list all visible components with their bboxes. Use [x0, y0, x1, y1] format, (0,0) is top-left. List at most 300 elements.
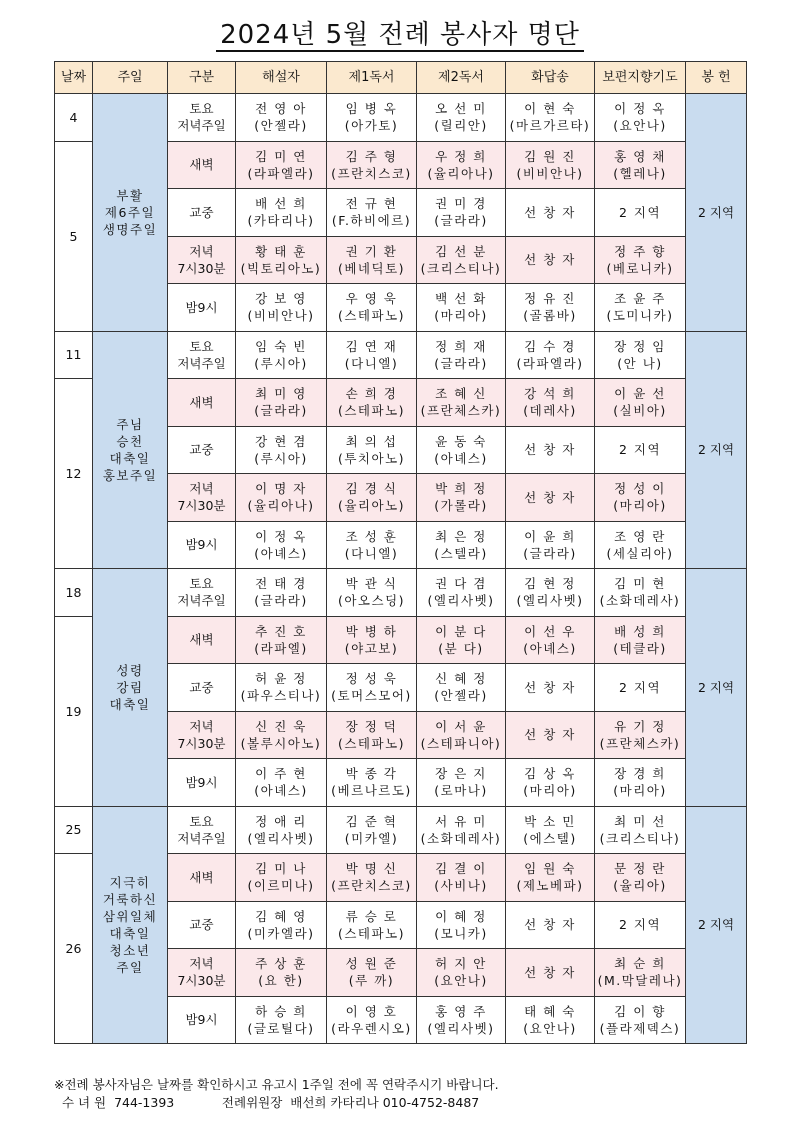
date-cell: 12 — [55, 379, 93, 569]
mass-time-cell — [168, 474, 236, 522]
volunteer-name: 선 창 자 — [524, 204, 576, 220]
volunteer-name: 최 미 선 — [614, 813, 666, 829]
reading1-cell — [327, 141, 417, 189]
baptismal-name: (크리스티나) — [420, 260, 502, 276]
reading2-cell — [417, 426, 506, 474]
volunteer-name: 2 지역 — [618, 442, 662, 458]
reading2-cell — [417, 236, 506, 284]
mass-time-line: 저녁주일 — [177, 118, 226, 134]
date-cell: 18 — [55, 569, 93, 617]
baptismal-name: (요안나) — [434, 973, 488, 989]
commentator-cell — [236, 949, 327, 997]
commentator-cell — [236, 141, 327, 189]
baptismal-name: (테클라) — [613, 640, 667, 656]
psalm-cell — [506, 379, 595, 427]
volunteer-name: 김 결 이 — [435, 861, 487, 877]
baptismal-name: (베로니카) — [606, 260, 674, 276]
volunteer-name: 정 성 욱 — [345, 671, 398, 687]
date-cell: 5 — [55, 141, 93, 331]
mass-time-cell — [168, 426, 236, 474]
sunday-name-line: 대축일 — [109, 450, 151, 466]
baptismal-name: (헬레나) — [613, 165, 667, 181]
prayers-cell — [595, 569, 686, 617]
baptismal-name: (율리아노) — [337, 498, 406, 514]
baptismal-name: (골롬바) — [523, 308, 577, 324]
baptismal-name: (파우스티나) — [240, 688, 322, 704]
volunteer-name: 강 보 영 — [255, 291, 307, 307]
baptismal-name: (엘리사벳) — [427, 1020, 495, 1036]
baptismal-name: (스테파노) — [337, 925, 406, 941]
commentator-cell — [236, 236, 327, 284]
psalm-cell — [506, 901, 595, 949]
psalm-cell — [506, 474, 595, 522]
volunteer-name: 김 미 연 — [255, 148, 307, 164]
volunteer-name: 최 미 영 — [255, 386, 307, 402]
volunteer-name: 정 희 재 — [435, 338, 487, 354]
psalm-cell — [506, 949, 595, 997]
volunteer-name: 이 영 호 — [345, 1003, 398, 1019]
baptismal-name: (아녜스) — [434, 450, 488, 466]
baptismal-name: (미카엘) — [344, 830, 399, 846]
commentator-cell — [236, 711, 327, 759]
baptismal-name: (요안나) — [523, 1020, 577, 1036]
volunteer-name: 임 숙 빈 — [255, 338, 307, 354]
commentator-cell — [236, 379, 327, 427]
header-type: 구분 — [168, 62, 236, 94]
baptismal-name: (릴리안) — [434, 118, 488, 134]
baptismal-name: (비비안나) — [247, 308, 315, 324]
mass-time-line: 밤9시 — [185, 537, 218, 553]
volunteer-name: 김 수 경 — [524, 338, 576, 354]
sunday-name-line: 주님 — [116, 416, 144, 432]
baptismal-name: (베네딕토) — [337, 260, 406, 276]
baptismal-name: (제노베파) — [516, 878, 584, 894]
volunteer-name: 류 승 로 — [345, 908, 398, 924]
mass-time-line: 토요 — [189, 101, 214, 117]
psalm-cell — [506, 759, 595, 807]
reading1-cell — [327, 711, 417, 759]
sunday-name-line: 거룩하신 — [102, 891, 158, 907]
header-commentator: 해설자 — [236, 62, 327, 94]
offering-cell: 2 지역 — [686, 94, 747, 332]
mass-time-cell — [168, 616, 236, 664]
volunteer-name: 배 선 희 — [255, 196, 307, 212]
volunteer-name: 최 의 섭 — [345, 433, 398, 449]
date-cell: 4 — [55, 94, 93, 142]
baptismal-name: (아녜스) — [523, 640, 577, 656]
baptismal-name: (마리아) — [523, 783, 577, 799]
mass-time-cell — [168, 141, 236, 189]
reading1-cell — [327, 189, 417, 237]
baptismal-name: (소화데레사) — [420, 830, 502, 846]
mass-time-line: 저녁 — [189, 956, 214, 972]
sunday-name-line: 강림 — [116, 679, 144, 695]
header-offering: 봉 헌 — [686, 62, 747, 94]
reading2-cell — [417, 806, 506, 854]
reading2-cell — [417, 711, 506, 759]
volunteer-name: 2 지역 — [618, 917, 662, 933]
volunteer-name: 우 영 욱 — [345, 291, 398, 307]
baptismal-name: (요안나) — [613, 118, 667, 134]
volunteer-name: 이 정 옥 — [614, 101, 666, 117]
prayers-cell — [595, 189, 686, 237]
baptismal-name: (안 나) — [617, 355, 663, 371]
psalm-cell — [506, 521, 595, 569]
volunteer-name: 장 정 덕 — [345, 718, 398, 734]
table-row — [55, 331, 747, 379]
volunteer-name: 손 희 경 — [345, 386, 398, 402]
baptismal-name: (야고보) — [344, 640, 399, 656]
volunteer-name: 권 다 겸 — [435, 576, 487, 592]
baptismal-name: (가롤라) — [434, 498, 488, 514]
baptismal-name: (아가토) — [344, 118, 399, 134]
mass-time-line: 저녁주일 — [177, 830, 226, 846]
volunteer-name: 임 원 숙 — [524, 861, 576, 877]
reading2-cell — [417, 569, 506, 617]
prayers-cell — [595, 901, 686, 949]
psalm-cell — [506, 426, 595, 474]
baptismal-name: (안젤라) — [434, 688, 488, 704]
commentator-cell — [236, 426, 327, 474]
volunteer-name: 김 현 정 — [524, 576, 576, 592]
volunteer-name: 전 태 경 — [255, 576, 307, 592]
reading1-cell — [327, 901, 417, 949]
table-row — [55, 569, 747, 617]
baptismal-name: (율리아나) — [247, 498, 315, 514]
volunteer-name: 이 서 윤 — [435, 718, 487, 734]
volunteer-name: 오 선 미 — [435, 101, 487, 117]
volunteer-name: 권 기 환 — [345, 243, 398, 259]
psalm-cell — [506, 94, 595, 142]
baptismal-name: (볼루시아노) — [240, 735, 322, 751]
volunteer-name: 윤 동 숙 — [435, 433, 487, 449]
volunteer-name: 박 종 각 — [345, 766, 398, 782]
psalm-cell — [506, 236, 595, 284]
commentator-cell — [236, 854, 327, 902]
sunday-name-line: 부활 — [116, 187, 144, 203]
mass-time-line: 토요 — [189, 813, 214, 829]
baptismal-name: (실비아) — [613, 403, 667, 419]
volunteer-name: 선 창 자 — [524, 727, 576, 743]
volunteer-name: 최 순 희 — [614, 956, 666, 972]
reading1-cell — [327, 569, 417, 617]
sunday-name-cell — [93, 806, 168, 1044]
prayers-cell — [595, 759, 686, 807]
sunday-name-line: 성령 — [116, 662, 144, 678]
psalm-cell — [506, 141, 595, 189]
baptismal-name: (글로틸다) — [247, 1020, 315, 1036]
reading1-cell — [327, 521, 417, 569]
mass-time-cell — [168, 996, 236, 1044]
mass-time-line: 교중 — [189, 204, 214, 220]
volunteer-name: 정 애 리 — [255, 813, 307, 829]
baptismal-name: (프란체스카) — [420, 403, 502, 419]
header-reading2: 제2독서 — [417, 62, 506, 94]
prayers-cell — [595, 806, 686, 854]
baptismal-name: (글라라) — [254, 593, 308, 609]
mass-time-line: 새벽 — [189, 157, 214, 173]
volunteer-name: 이 혜 정 — [435, 908, 487, 924]
volunteer-name: 신 혜 정 — [435, 671, 487, 687]
baptismal-name: (프란체스카) — [599, 735, 681, 751]
volunteer-name: 선 창 자 — [524, 489, 576, 505]
baptismal-name: (라파엘) — [254, 640, 308, 656]
volunteer-name: 신 진 욱 — [255, 718, 307, 734]
reading2-cell — [417, 189, 506, 237]
page-title: 2024년 5월 전례 봉사자 명단 — [0, 14, 800, 51]
volunteer-name: 박 소 민 — [524, 813, 576, 829]
mass-time-line: 밤9시 — [185, 1012, 218, 1028]
reading1-cell — [327, 854, 417, 902]
prayers-cell — [595, 854, 686, 902]
psalm-cell — [506, 996, 595, 1044]
prayers-cell — [595, 284, 686, 332]
volunteer-name: 백 선 화 — [435, 291, 487, 307]
baptismal-name: (루 까) — [348, 973, 395, 989]
volunteer-name: 우 정 희 — [435, 148, 487, 164]
baptismal-name: (라파엘라) — [516, 355, 584, 371]
sunday-name-line: 생명주일 — [102, 221, 158, 237]
volunteer-name: 강 석 희 — [524, 386, 576, 402]
volunteer-name: 임 병 옥 — [345, 101, 398, 117]
mass-time-line: 교중 — [189, 442, 214, 458]
prayers-cell — [595, 949, 686, 997]
baptismal-name: (투치아노) — [337, 450, 406, 466]
commentator-cell — [236, 189, 327, 237]
volunteer-name: 김 연 재 — [345, 338, 398, 354]
volunteer-name: 홍 영 주 — [435, 1003, 487, 1019]
psalm-cell — [506, 854, 595, 902]
offering-cell: 2 지역 — [686, 806, 747, 1044]
mass-time-line: 저녁 — [189, 243, 214, 259]
volunteer-name: 김 준 혁 — [345, 813, 398, 829]
reading1-cell — [327, 664, 417, 712]
volunteer-name: 박 관 식 — [345, 576, 398, 592]
reading2-cell — [417, 521, 506, 569]
volunteer-name: 이 명 자 — [255, 481, 307, 497]
baptismal-name: (루시아) — [254, 355, 308, 371]
baptismal-name: (사비나) — [434, 878, 488, 894]
reading1-cell — [327, 284, 417, 332]
baptismal-name: (빅토리아노) — [240, 260, 322, 276]
baptismal-name: (글라라) — [254, 403, 308, 419]
baptismal-name: (에스텔) — [523, 830, 577, 846]
volunteer-name: 조 혜 신 — [435, 386, 487, 402]
volunteer-name: 선 창 자 — [524, 917, 576, 933]
reading2-cell — [417, 854, 506, 902]
mass-time-cell — [168, 569, 236, 617]
mass-time-cell — [168, 949, 236, 997]
date-cell: 25 — [55, 806, 93, 854]
reading2-cell — [417, 474, 506, 522]
baptismal-name: (글라라) — [434, 355, 488, 371]
volunteer-name: 이 윤 희 — [524, 528, 576, 544]
baptismal-name: (요 한) — [258, 973, 304, 989]
sunday-name-cell — [93, 94, 168, 332]
reading2-cell — [417, 94, 506, 142]
mass-time-cell — [168, 806, 236, 854]
mass-time-line: 7시30분 — [177, 735, 226, 751]
prayers-cell — [595, 616, 686, 664]
baptismal-name: (스텔라) — [434, 545, 488, 561]
baptismal-name: (토머스모어) — [331, 688, 412, 704]
sunday-name-line: 주일 — [116, 959, 144, 975]
baptismal-name: (아녜스) — [254, 545, 308, 561]
sunday-name-line: 청소년 — [109, 942, 151, 958]
commentator-cell — [236, 901, 327, 949]
mass-time-line: 새벽 — [189, 394, 214, 410]
baptismal-name: (플라제덱스) — [599, 1020, 681, 1036]
volunteer-name: 정 유 진 — [524, 291, 576, 307]
footer — [54, 1076, 499, 1112]
prayers-cell — [595, 474, 686, 522]
prayers-cell — [595, 141, 686, 189]
volunteer-name: 김 원 진 — [524, 148, 576, 164]
sunday-name-line: 승천 — [116, 433, 144, 449]
baptismal-name: (마르가르타) — [509, 118, 591, 134]
prayers-cell — [595, 521, 686, 569]
volunteer-name: 이 정 옥 — [255, 528, 307, 544]
baptismal-name: (카타리나) — [247, 213, 315, 229]
commentator-cell — [236, 284, 327, 332]
reading1-cell — [327, 949, 417, 997]
commentator-cell — [236, 996, 327, 1044]
volunteer-name: 선 창 자 — [524, 252, 576, 268]
commentator-cell — [236, 759, 327, 807]
mass-time-line: 교중 — [189, 917, 214, 933]
baptismal-name: (루시아) — [254, 450, 308, 466]
reading1-cell — [327, 759, 417, 807]
table-row — [55, 94, 747, 142]
reading2-cell — [417, 141, 506, 189]
commentator-cell — [236, 331, 327, 379]
mass-time-cell — [168, 901, 236, 949]
mass-time-line: 저녁 — [189, 718, 214, 734]
sunday-name-line: 홍보주일 — [102, 467, 158, 483]
mass-time-cell — [168, 331, 236, 379]
prayers-cell — [595, 426, 686, 474]
volunteer-name: 정 성 이 — [614, 481, 666, 497]
date-cell: 26 — [55, 854, 93, 1044]
baptismal-name: (비비안나) — [516, 165, 584, 181]
baptismal-name: (도미니카) — [606, 308, 674, 324]
roster-table — [54, 61, 747, 1044]
psalm-cell — [506, 189, 595, 237]
date-cell: 19 — [55, 616, 93, 806]
psalm-cell — [506, 711, 595, 759]
baptismal-name: (소화데레사) — [599, 593, 681, 609]
prayers-cell — [595, 331, 686, 379]
sunday-name-line: 삼위일체 — [102, 908, 158, 924]
volunteer-name: 이 현 숙 — [524, 101, 576, 117]
volunteer-name: 장 은 지 — [435, 766, 487, 782]
reading1-cell — [327, 331, 417, 379]
volunteer-name: 박 병 하 — [345, 623, 398, 639]
volunteer-name: 정 주 향 — [614, 243, 666, 259]
volunteer-name: 김 주 형 — [345, 148, 398, 164]
baptismal-name: (안젤라) — [254, 118, 308, 134]
reading2-cell — [417, 664, 506, 712]
offering-cell: 2 지역 — [686, 569, 747, 807]
volunteer-name: 전 영 아 — [255, 101, 307, 117]
mass-time-line: 저녁 — [189, 481, 214, 497]
baptismal-name: (다니엘) — [344, 545, 399, 561]
baptismal-name: (글라라) — [434, 213, 488, 229]
mass-time-line: 토요 — [189, 576, 214, 592]
date-cell: 11 — [55, 331, 93, 379]
baptismal-name: (미카엘라) — [247, 925, 315, 941]
reading2-cell — [417, 616, 506, 664]
volunteer-name: 서 유 미 — [435, 813, 487, 829]
reading2-cell — [417, 331, 506, 379]
baptismal-name: (글라라) — [523, 545, 577, 561]
reading1-cell — [327, 474, 417, 522]
header-date: 날짜 — [55, 62, 93, 94]
baptismal-name: (엘리사벳) — [516, 593, 584, 609]
volunteer-name: 선 창 자 — [524, 442, 576, 458]
volunteer-name: 김 선 분 — [435, 243, 487, 259]
baptismal-name: (M.막달레나) — [597, 973, 683, 989]
baptismal-name: (스테파노) — [337, 735, 406, 751]
mass-time-line: 저녁주일 — [177, 593, 226, 609]
psalm-cell — [506, 284, 595, 332]
volunteer-name: 황 태 훈 — [255, 243, 307, 259]
mass-time-line: 새벽 — [189, 869, 214, 885]
psalm-cell — [506, 569, 595, 617]
volunteer-name: 홍 영 채 — [614, 148, 666, 164]
psalm-cell — [506, 331, 595, 379]
volunteer-name: 2 지역 — [618, 679, 662, 695]
baptismal-name: (베르나르도) — [331, 783, 412, 799]
volunteer-name: 이 선 우 — [524, 623, 576, 639]
baptismal-name: (이르미나) — [247, 878, 315, 894]
reading2-cell — [417, 949, 506, 997]
baptismal-name: (데레사) — [523, 403, 577, 419]
mass-time-line: 7시30분 — [177, 973, 226, 989]
mass-time-line: 밤9시 — [185, 774, 218, 790]
volunteer-name: 선 창 자 — [524, 679, 576, 695]
baptismal-name: (로마나) — [434, 783, 488, 799]
reading1-cell — [327, 94, 417, 142]
prayers-cell — [595, 379, 686, 427]
mass-time-cell — [168, 189, 236, 237]
mass-time-line: 밤9시 — [185, 299, 218, 315]
mass-time-cell — [168, 94, 236, 142]
volunteer-name: 최 은 정 — [435, 528, 487, 544]
commentator-cell — [236, 94, 327, 142]
volunteer-name: 이 분 다 — [435, 623, 487, 639]
sunday-name-line: 대축일 — [109, 696, 151, 712]
baptismal-name: (F.하비에르) — [331, 213, 412, 229]
baptismal-name: (아오스딩) — [337, 593, 406, 609]
mass-time-cell — [168, 379, 236, 427]
volunteer-name: 강 현 겸 — [255, 433, 307, 449]
sunday-name-line: 지극히 — [109, 874, 151, 890]
mass-time-cell — [168, 854, 236, 902]
commentator-cell — [236, 474, 327, 522]
prayers-cell — [595, 996, 686, 1044]
footer-contact: 수 녀 원 744-1393 전례위원장 배선희 카타리나 010-4752-8487 — [54, 1095, 480, 1110]
table-row — [55, 806, 747, 854]
reading1-cell — [327, 236, 417, 284]
volunteer-name: 이 주 현 — [255, 766, 307, 782]
reading1-cell — [327, 616, 417, 664]
baptismal-name: (라파엘라) — [247, 165, 315, 181]
psalm-cell — [506, 616, 595, 664]
mass-time-cell — [168, 759, 236, 807]
reading1-cell — [327, 996, 417, 1044]
volunteer-name: 김 혜 영 — [255, 908, 307, 924]
